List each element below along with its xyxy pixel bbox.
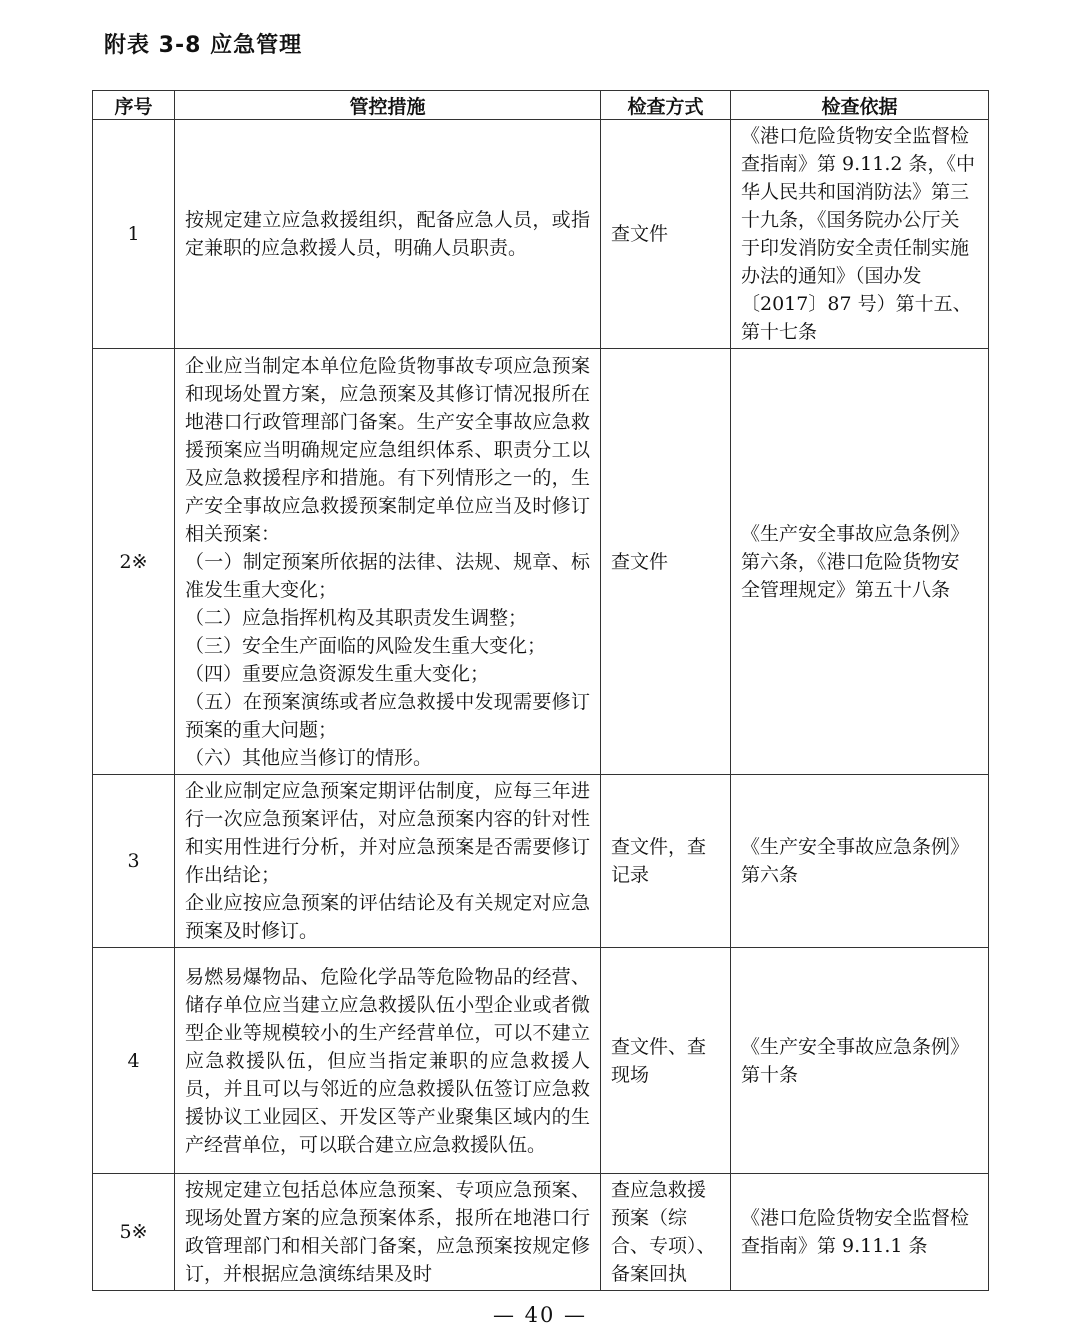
measure-item: （一）制定预案所依据的法律、法规、规章、标准发生重大变化； bbox=[185, 550, 590, 601]
measure-paragraph: 易燃易爆物品、危险化学品等危险物品的经营、储存单位应当建立应急救援队伍小型企业或者微型企业等规模较小的生产经营单位，可以不建立应急救援队伍，但应当指定兼职的应急救援人员，并且可以与邻近的应急救援队伍签订应急救援协议工业园区、开发区等产业聚集区域内的生产经营单位，可以联合建立应急救援队伍。 bbox=[185, 965, 590, 1156]
measure-item: （六）其他应当修订的情形。 bbox=[185, 746, 433, 769]
header-measure: 管控措施 bbox=[175, 91, 601, 120]
row-basis: 《生产安全事故应急条例》第六条，《港口危险货物安全管理规定》第五十八条 bbox=[731, 349, 989, 775]
row-method: 查文件 bbox=[601, 120, 731, 349]
row-seq: 1 bbox=[93, 120, 175, 349]
measure-paragraph: 企业应制定应急预案定期评估制度，应每三年进行一次应急预案评估，对应急预案内容的针对性和实用性进行分析，并对应急预案是否需要修订作出结论； bbox=[185, 780, 590, 886]
row-method: 查文件、查现场 bbox=[601, 948, 731, 1174]
table-row bbox=[93, 775, 989, 948]
table-row bbox=[93, 1174, 989, 1291]
measure-item: （三）安全生产面临的风险发生重大变化； bbox=[185, 634, 547, 657]
row-seq: 3 bbox=[93, 775, 175, 948]
measure-paragraph: 按规定建立应急救援组织，配备应急人员，或指定兼职的应急救援人员，明确人员职责。 bbox=[185, 209, 590, 259]
row-method: 查文件，查记录 bbox=[601, 775, 731, 948]
row-measure bbox=[175, 349, 601, 775]
measure-item: （二）应急指挥机构及其职责发生调整； bbox=[185, 606, 528, 629]
measure-paragraph: 按规定建立包括总体应急预案、专项应急预案、现场处置方案的应急预案体系，报所在地港口行政管理部门和相关部门备案，应急预案按规定修订，并根据应急演练结果及时 bbox=[185, 1179, 590, 1285]
emergency-management-table bbox=[92, 90, 989, 1291]
row-basis: 《港口危险货物安全监督检查指南》第 9.11.2 条，《中华人民共和国消防法》第三十九条，《国务院办公厅关于印发消防安全责任制实施办法的通知》（国办发〔2017〕87 号）第十五、第十七条 bbox=[731, 120, 989, 349]
row-seq: 5※ bbox=[93, 1174, 175, 1291]
row-basis: 《生产安全事故应急条例》第十条 bbox=[731, 948, 989, 1174]
measure-paragraph: 企业应当制定本单位危险货物事故专项应急预案和现场处置方案，应急预案及其修订情况报所在地港口行政管理部门备案。生产安全事故应急救援预案应当明确规定应急组织体系、职责分工以及应急救援程序和措施。有下列情形之一的，生产安全事故应急救援预案制定单位应当及时修订相关预案： bbox=[185, 354, 590, 545]
measure-item: （四）重要应急资源发生重大变化； bbox=[185, 662, 490, 685]
table-row bbox=[93, 349, 989, 775]
table-header-row bbox=[93, 91, 989, 120]
row-measure bbox=[175, 948, 601, 1174]
row-measure bbox=[175, 120, 601, 349]
header-seq: 序号 bbox=[93, 91, 175, 120]
page-title: 附表 3-8 应急管理 bbox=[104, 33, 303, 58]
header-method: 检查方式 bbox=[601, 91, 731, 120]
row-method: 查应急救援预案（综合、专项）、备案回执 bbox=[601, 1174, 731, 1291]
row-measure bbox=[175, 1174, 601, 1291]
row-seq: 4 bbox=[93, 948, 175, 1174]
row-basis: 《港口危险货物安全监督检查指南》第 9.11.1 条 bbox=[731, 1174, 989, 1291]
header-basis: 检查依据 bbox=[731, 91, 989, 120]
row-method: 查文件 bbox=[601, 349, 731, 775]
table-row bbox=[93, 948, 989, 1174]
row-basis: 《生产安全事故应急条例》第六条 bbox=[731, 775, 989, 948]
row-measure bbox=[175, 775, 601, 948]
measure-item: （五）在预案演练或者应急救援中发现需要修订预案的重大问题； bbox=[185, 690, 590, 741]
measure-paragraph: 企业应按应急预案的评估结论及有关规定对应急预案及时修订。 bbox=[185, 892, 590, 942]
table-row bbox=[93, 120, 989, 349]
row-seq: 2※ bbox=[93, 349, 175, 775]
page-number: — 40 — bbox=[492, 1303, 588, 1327]
